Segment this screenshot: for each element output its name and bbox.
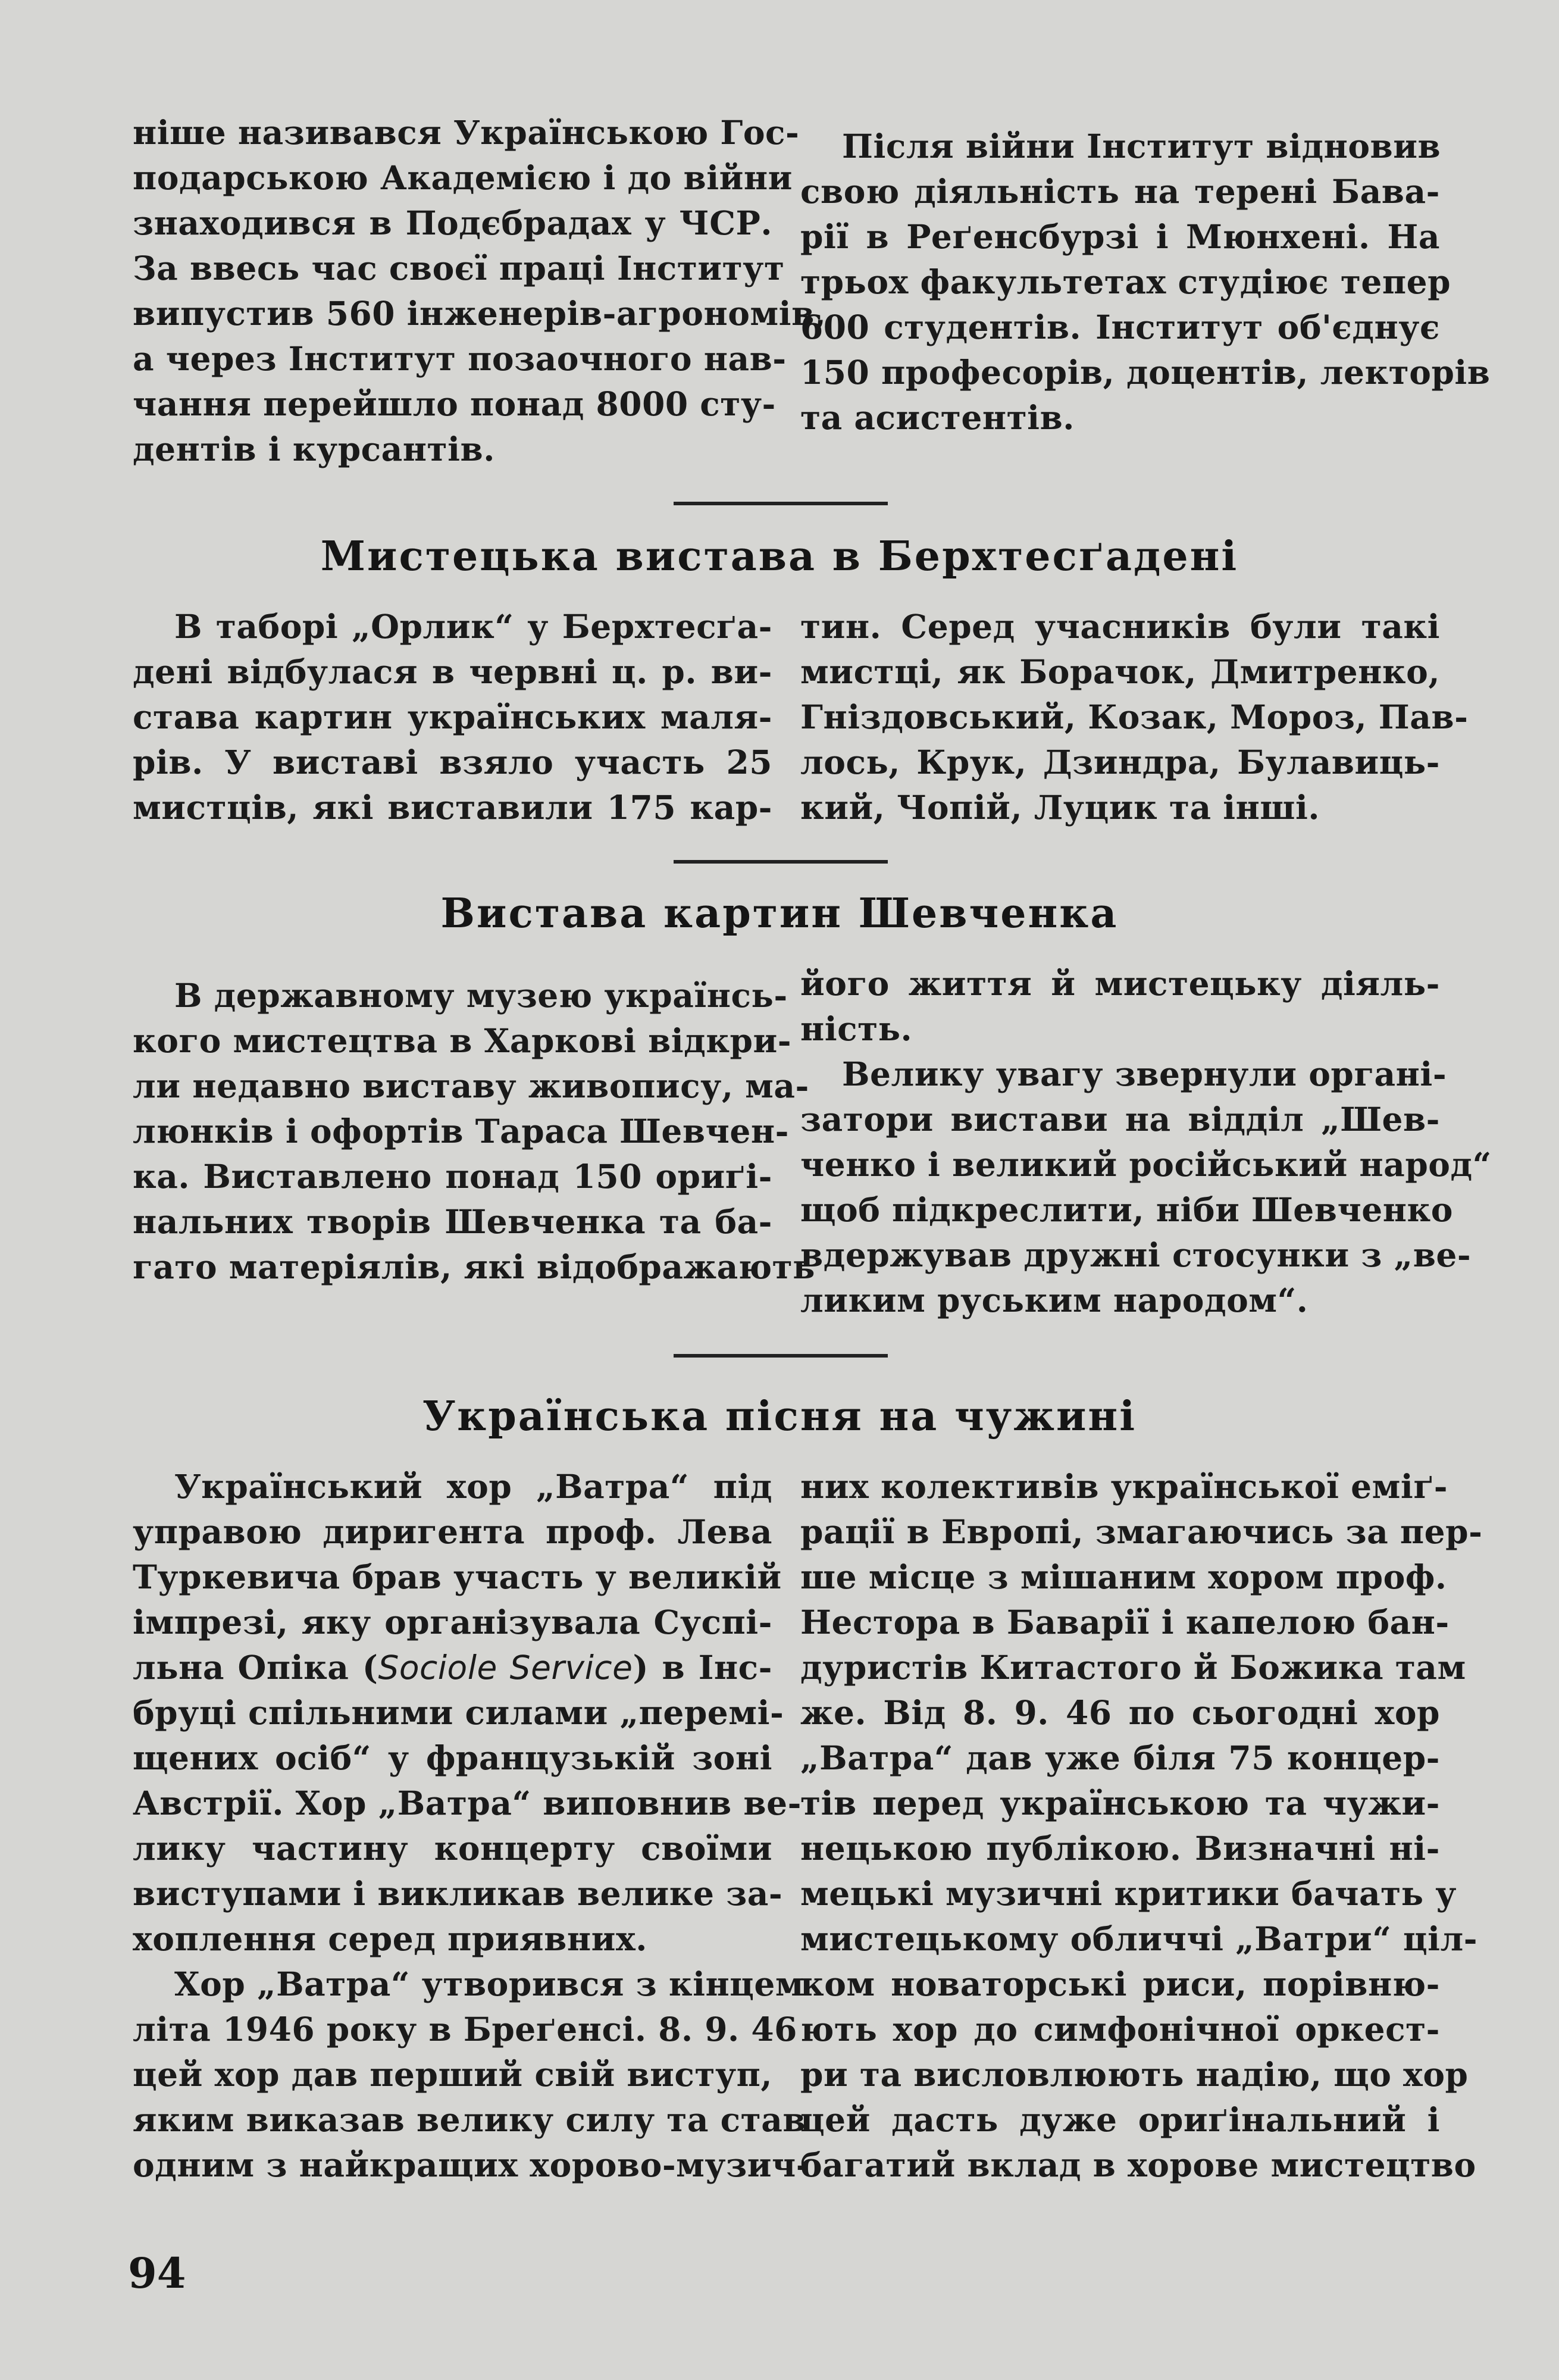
text-line: В державному музею українсь-	[174, 976, 788, 1015]
text-line: „Ватра“ дав уже біля 75 концер-	[800, 1738, 1440, 1777]
text-line: ченко і великий російський народ“	[800, 1145, 1492, 1184]
section-title: Українська пісня на чужині	[422, 1393, 1137, 1440]
text-line: нецькою публікою. Визначні ні-	[800, 1829, 1440, 1868]
text-line: щоб підкреслити, ніби Шевченко	[800, 1190, 1453, 1229]
section1-left-column	[133, 604, 772, 830]
text-line: За ввесь час своєї праці Інститут	[133, 249, 785, 287]
text-line: цей дасть дуже ориґінальний і	[800, 2100, 1440, 2139]
text-fragment: льна Опіка (	[133, 1648, 378, 1687]
text-line: мистці, як Борачок, Дмитренко,	[800, 652, 1440, 691]
text-line: лику частину концерту своїми	[133, 1829, 772, 1868]
page-number: 94	[128, 2248, 186, 2298]
top-right-column	[800, 124, 1491, 440]
text-line: дуристів Китастого й Божика там	[800, 1648, 1466, 1687]
foreign-term: Sociole Service	[378, 1649, 633, 1687]
text-line: ка. Виставлено понад 150 ориґі-	[133, 1157, 772, 1196]
text-line	[133, 1645, 772, 1690]
text-line: дені відбулася в червні ц. р. ви-	[133, 652, 772, 691]
text-line: свою діяльність на терені Бава-	[800, 172, 1440, 211]
text-line: же. Від 8. 9. 46 по сьогодні хор	[800, 1693, 1440, 1732]
text-line: знаходився в Подєбрадах у ЧСР.	[133, 204, 772, 242]
text-line: гато матеріялів, які відображають	[133, 1247, 816, 1286]
text-line: ше місце з мішаним хором проф.	[800, 1558, 1447, 1596]
text-line: хоплення серед приявних.	[133, 1919, 647, 1958]
text-line: цей хор дав перший свій виступ,	[133, 2055, 773, 2094]
text-line: мецькі музичні критики бачать у	[800, 1874, 1457, 1913]
text-line: Після війни Інститут відновив	[842, 127, 1441, 165]
text-line: става картин українських маля-	[133, 698, 772, 736]
section-title: Вистава картин Шевченка	[440, 890, 1119, 937]
section3-right-column	[800, 1464, 1483, 2188]
text-line: Австрії. Хор „Ватра“ виповнив ве-	[133, 1784, 802, 1822]
text-line: подарською Академією і до війни	[133, 158, 793, 197]
text-line: чання перейшло понад 8000 сту-	[133, 384, 776, 423]
section3-left-column	[133, 1464, 810, 2188]
section-divider	[674, 1354, 888, 1358]
text-line: багатий вклад в хорове мистецтво	[800, 2146, 1476, 2184]
text-line: та асистентів.	[800, 398, 1075, 437]
text-line: а через Інститут позаочного нав-	[133, 339, 787, 378]
text-line: вдержував дружні стосунки з „ве-	[800, 1236, 1472, 1274]
text-line: ликим руським народом“.	[800, 1281, 1308, 1319]
text-line: кий, Чопій, Луцик та інші.	[800, 788, 1320, 827]
text-line: мистецькому обличчі „Ватри“ ціл-	[800, 1919, 1478, 1958]
text-line: ли недавно виставу живопису, ма-	[133, 1067, 809, 1105]
text-line: одним з найкращих хорово-музич-	[133, 2146, 810, 2184]
text-line: щених осіб“ у французькій зоні	[133, 1738, 772, 1777]
text-line: дентів і курсантів.	[133, 430, 495, 468]
text-line: Туркевича брав участь у великій	[133, 1558, 782, 1596]
text-line: ніше називався Українською Гос-	[133, 113, 800, 152]
text-line: Український хор „Ватра“ під	[174, 1467, 772, 1506]
text-line: люнків і офортів Тараса Шевчен-	[133, 1112, 789, 1150]
text-line: рації в Европі, змагаючись за пер-	[800, 1512, 1483, 1551]
text-line: 600 студентів. Інститут об'єднує	[800, 308, 1440, 346]
text-line: тів перед українською та чужи-	[800, 1784, 1440, 1822]
text-line: літа 1946 року в Бреґенсі. 8. 9. 46	[133, 2010, 797, 2049]
text-line: трьох факультетах студіює тепер	[800, 262, 1451, 301]
text-line: ком новаторські риси, порівню-	[800, 1965, 1440, 2003]
text-line: ність.	[800, 1009, 913, 1048]
text-line: виступами і викликав велике за-	[133, 1874, 783, 1913]
text-line: мистців, які виставили 175 кар-	[133, 788, 772, 827]
top-left-column	[133, 110, 827, 472]
text-line: тин. Серед учасників були такі	[800, 607, 1440, 646]
section1-right-column	[800, 604, 1469, 830]
text-fragment: ) в Інс-	[633, 1648, 772, 1687]
section2-left-column	[133, 973, 816, 1290]
text-line: Хор „Ватра“ утворився з кінцем	[174, 1965, 804, 2003]
section-title: Мистецька вистава в Берхтесґадені	[320, 533, 1239, 580]
text-line: імпрезі, яку організувала Суспі-	[133, 1603, 772, 1641]
text-line: управою диригента проф. Лева	[133, 1512, 772, 1551]
text-line: Велику увагу звернули органі-	[842, 1055, 1447, 1093]
text-line: кого мистецтва в Харкові відкри-	[133, 1021, 792, 1060]
text-line: бруці спільними силами „перемі-	[133, 1693, 784, 1732]
section2-right-column	[800, 961, 1492, 1323]
text-line: ють хор до симфонічної оркест-	[800, 2010, 1440, 2049]
text-line: Нестора в Баварії і капелою бан-	[800, 1603, 1450, 1641]
text-line: Гніздовський, Козак, Мороз, Пав-	[800, 698, 1469, 736]
text-line: В таборі „Орлик“ у Берхтесґа-	[174, 607, 772, 646]
text-line: ри та висловлюють надію, що хор	[800, 2055, 1469, 2094]
text-line: нальних творів Шевченка та ба-	[133, 1202, 772, 1241]
text-line: лось, Крук, Дзиндра, Булавиць-	[800, 743, 1440, 781]
text-line: яким виказав велику силу та став	[133, 2100, 806, 2139]
text-line: затори вистави на відділ „Шев-	[800, 1100, 1440, 1139]
text-line: випустив 560 інженерів-агрономів,	[133, 294, 827, 333]
section-divider	[674, 502, 888, 505]
text-line: його життя й мистецьку діяль-	[800, 964, 1440, 1003]
text-line: рів. У виставі взяло участь 25	[133, 743, 772, 781]
text-line: рії в Реґенсбурзі і Мюнхені. На	[800, 217, 1440, 256]
text-line: них колективів української еміґ-	[800, 1467, 1448, 1506]
section-divider	[674, 860, 888, 864]
text-line: 150 професорів, доцентів, лекторів	[800, 353, 1491, 392]
